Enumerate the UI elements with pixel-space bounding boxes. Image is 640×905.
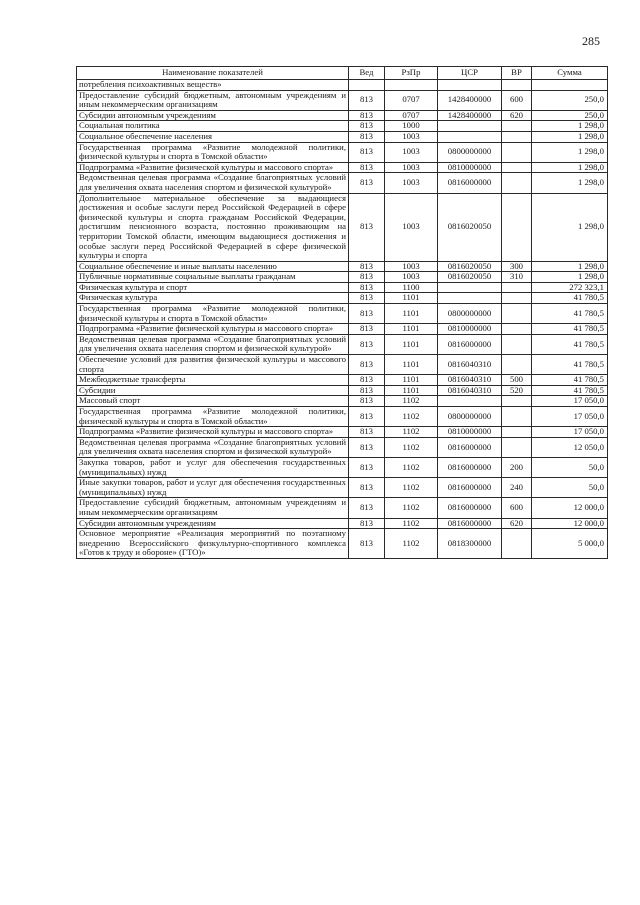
cell-name: Субсидии автономным учреждениям bbox=[77, 518, 349, 529]
cell-rzpr: 1102 bbox=[385, 529, 438, 559]
cell-name: Основное мероприятие «Реализация мероприятий по поэтапному внедрению Всероссийского физкультурно-спортивного комплекса «Готов к труду и обороне» (ГТО)» bbox=[77, 529, 349, 559]
cell-rzpr: 1003 bbox=[385, 142, 438, 162]
cell-csr: 0818300000 bbox=[438, 529, 502, 559]
cell-name: Ведомственная целевая программа «Создание благоприятных условий для увеличения охвата населения спортом и физической культурой» bbox=[77, 437, 349, 457]
cell-csr: 0816020050 bbox=[438, 261, 502, 272]
table-row bbox=[77, 385, 608, 396]
cell-ved: 813 bbox=[349, 162, 385, 173]
cell-name: Ведомственная целевая программа «Создание благоприятных условий для увеличения охвата населения спортом и физической культурой» bbox=[77, 334, 349, 354]
cell-csr: 0816020050 bbox=[438, 193, 502, 261]
cell-name: Предоставление субсидий бюджетным, автономным учреждениям и иным некоммерческим организациям bbox=[77, 90, 349, 110]
table-row bbox=[77, 529, 608, 559]
cell-rzpr: 1101 bbox=[385, 355, 438, 375]
table-header bbox=[77, 67, 608, 80]
cell-rzpr: 1003 bbox=[385, 193, 438, 261]
cell-vr bbox=[502, 396, 532, 407]
cell-ved: 813 bbox=[349, 293, 385, 304]
cell-ved: 813 bbox=[349, 324, 385, 335]
cell-rzpr: 0707 bbox=[385, 110, 438, 121]
table-row bbox=[77, 304, 608, 324]
table-row bbox=[77, 396, 608, 407]
cell-ved: 813 bbox=[349, 261, 385, 272]
cell-vr: 300 bbox=[502, 261, 532, 272]
cell-name: Социальное обеспечение населения bbox=[77, 131, 349, 142]
cell-csr bbox=[438, 131, 502, 142]
cell-name: Подпрограмма «Развитие физической культуры и массового спорта» bbox=[77, 427, 349, 438]
cell-csr: 1428400000 bbox=[438, 110, 502, 121]
cell-ved: 813 bbox=[349, 121, 385, 132]
table-row bbox=[77, 375, 608, 386]
cell-name: Подпрограмма «Развитие физической культуры и массового спорта» bbox=[77, 324, 349, 335]
cell-vr bbox=[502, 80, 532, 91]
cell-sum: 41 780,5 bbox=[532, 334, 608, 354]
cell-rzpr: 1101 bbox=[385, 385, 438, 396]
cell-vr bbox=[502, 437, 532, 457]
cell-vr bbox=[502, 162, 532, 173]
cell-vr bbox=[502, 282, 532, 293]
header-vr: ВР bbox=[502, 67, 532, 80]
table-row bbox=[77, 282, 608, 293]
cell-vr bbox=[502, 193, 532, 261]
cell-sum: 17 050,0 bbox=[532, 407, 608, 427]
cell-csr: 0816000000 bbox=[438, 518, 502, 529]
cell-ved: 813 bbox=[349, 385, 385, 396]
cell-ved: 813 bbox=[349, 457, 385, 477]
cell-rzpr: 0707 bbox=[385, 90, 438, 110]
cell-rzpr: 1101 bbox=[385, 375, 438, 386]
table-row bbox=[77, 90, 608, 110]
cell-csr: 0816000000 bbox=[438, 334, 502, 354]
cell-sum: 272 323,1 bbox=[532, 282, 608, 293]
cell-sum: 41 780,5 bbox=[532, 375, 608, 386]
cell-csr: 0800000000 bbox=[438, 304, 502, 324]
cell-sum: 1 298,0 bbox=[532, 142, 608, 162]
cell-csr: 0810000000 bbox=[438, 162, 502, 173]
cell-name: Публичные нормативные социальные выплаты гражданам bbox=[77, 272, 349, 283]
table-row bbox=[77, 272, 608, 283]
cell-rzpr: 1101 bbox=[385, 304, 438, 324]
cell-vr bbox=[502, 304, 532, 324]
table-row bbox=[77, 80, 608, 91]
cell-csr: 0810000000 bbox=[438, 324, 502, 335]
header-rzpr: РзПр bbox=[385, 67, 438, 80]
cell-rzpr: 1000 bbox=[385, 121, 438, 132]
cell-csr bbox=[438, 396, 502, 407]
header-row bbox=[77, 67, 608, 80]
cell-ved: 813 bbox=[349, 437, 385, 457]
cell-sum: 12 000,0 bbox=[532, 518, 608, 529]
cell-rzpr: 1101 bbox=[385, 334, 438, 354]
cell-rzpr: 1101 bbox=[385, 324, 438, 335]
cell-csr bbox=[438, 121, 502, 132]
cell-rzpr bbox=[385, 80, 438, 91]
cell-sum: 1 298,0 bbox=[532, 272, 608, 283]
cell-rzpr: 1102 bbox=[385, 498, 438, 518]
cell-ved: 813 bbox=[349, 193, 385, 261]
header-sum: Сумма bbox=[532, 67, 608, 80]
cell-sum: 1 298,0 bbox=[532, 121, 608, 132]
cell-rzpr: 1102 bbox=[385, 478, 438, 498]
cell-csr: 0816000000 bbox=[438, 437, 502, 457]
cell-sum: 41 780,5 bbox=[532, 385, 608, 396]
table-row bbox=[77, 293, 608, 304]
table-row bbox=[77, 173, 608, 193]
cell-sum: 41 780,5 bbox=[532, 324, 608, 335]
cell-rzpr: 1102 bbox=[385, 457, 438, 477]
cell-sum: 12 050,0 bbox=[532, 437, 608, 457]
cell-csr: 0816000000 bbox=[438, 478, 502, 498]
cell-name: Иные закупки товаров, работ и услуг для обеспечения государственных (муниципальных) нужд bbox=[77, 478, 349, 498]
cell-ved: 813 bbox=[349, 407, 385, 427]
header-csr: ЦСР bbox=[438, 67, 502, 80]
cell-name: Закупка товаров, работ и услуг для обеспечения государственных (муниципальных) нужд bbox=[77, 457, 349, 477]
cell-ved: 813 bbox=[349, 355, 385, 375]
table-row bbox=[77, 324, 608, 335]
cell-sum: 250,0 bbox=[532, 90, 608, 110]
cell-sum: 41 780,5 bbox=[532, 355, 608, 375]
cell-name: Дополнительное материальное обеспечение за выдающиеся достижения и особые заслуги перед Российской Федерацией в сфере физической культуры и спорта гражданам Российской Федерации, достигшим пенсионного возраста, постоянно проживающим на территории Томской области, имеющим выдающиеся достижения и особые заслуги перед Российской Федерацией в сфере физической культуры и спорта bbox=[77, 193, 349, 261]
cell-sum: 5 000,0 bbox=[532, 529, 608, 559]
cell-sum bbox=[532, 80, 608, 91]
cell-name: Социальная политика bbox=[77, 121, 349, 132]
cell-ved: 813 bbox=[349, 90, 385, 110]
cell-sum: 1 298,0 bbox=[532, 131, 608, 142]
cell-vr bbox=[502, 293, 532, 304]
table-body bbox=[77, 80, 608, 559]
cell-rzpr: 1102 bbox=[385, 407, 438, 427]
cell-vr: 310 bbox=[502, 272, 532, 283]
cell-name: Обеспечение условий для развития физической культуры и массового спорта bbox=[77, 355, 349, 375]
header-ved: Вед bbox=[349, 67, 385, 80]
cell-name: потребления психоактивных веществ» bbox=[77, 80, 349, 91]
cell-ved: 813 bbox=[349, 427, 385, 438]
cell-vr bbox=[502, 529, 532, 559]
cell-vr bbox=[502, 324, 532, 335]
cell-vr bbox=[502, 427, 532, 438]
cell-vr: 520 bbox=[502, 385, 532, 396]
cell-vr: 620 bbox=[502, 110, 532, 121]
cell-ved: 813 bbox=[349, 334, 385, 354]
cell-sum: 1 298,0 bbox=[532, 173, 608, 193]
cell-ved: 813 bbox=[349, 282, 385, 293]
cell-csr: 0816000000 bbox=[438, 173, 502, 193]
cell-sum: 50,0 bbox=[532, 457, 608, 477]
cell-name: Государственная программа «Развитие молодежной политики, физической культуры и спорта в Томской области» bbox=[77, 407, 349, 427]
cell-vr bbox=[502, 142, 532, 162]
cell-name: Межбюджетные трансферты bbox=[77, 375, 349, 386]
cell-ved: 813 bbox=[349, 110, 385, 121]
cell-ved: 813 bbox=[349, 272, 385, 283]
table-row bbox=[77, 131, 608, 142]
cell-sum: 17 050,0 bbox=[532, 396, 608, 407]
table-row bbox=[77, 193, 608, 261]
table-row bbox=[77, 518, 608, 529]
cell-sum: 17 050,0 bbox=[532, 427, 608, 438]
cell-rzpr: 1003 bbox=[385, 261, 438, 272]
cell-vr bbox=[502, 131, 532, 142]
cell-rzpr: 1003 bbox=[385, 131, 438, 142]
cell-ved: 813 bbox=[349, 529, 385, 559]
cell-name: Физическая культура и спорт bbox=[77, 282, 349, 293]
cell-vr bbox=[502, 407, 532, 427]
cell-csr bbox=[438, 282, 502, 293]
cell-vr bbox=[502, 334, 532, 354]
cell-csr: 0816040310 bbox=[438, 385, 502, 396]
cell-vr: 620 bbox=[502, 518, 532, 529]
cell-sum: 1 298,0 bbox=[532, 193, 608, 261]
table-row bbox=[77, 437, 608, 457]
cell-rzpr: 1102 bbox=[385, 518, 438, 529]
cell-vr bbox=[502, 173, 532, 193]
table-row bbox=[77, 427, 608, 438]
table-row bbox=[77, 110, 608, 121]
cell-rzpr: 1003 bbox=[385, 272, 438, 283]
table-row bbox=[77, 457, 608, 477]
cell-vr bbox=[502, 355, 532, 375]
cell-sum: 50,0 bbox=[532, 478, 608, 498]
cell-name: Предоставление субсидий бюджетным, автономным учреждениям и иным некоммерческим организациям bbox=[77, 498, 349, 518]
cell-name: Ведомственная целевая программа «Создание благоприятных условий для увеличения охвата населения спортом и физической культурой» bbox=[77, 173, 349, 193]
cell-sum: 250,0 bbox=[532, 110, 608, 121]
cell-rzpr: 1003 bbox=[385, 162, 438, 173]
cell-csr: 0816000000 bbox=[438, 457, 502, 477]
cell-sum: 41 780,5 bbox=[532, 304, 608, 324]
cell-csr: 0816040310 bbox=[438, 355, 502, 375]
cell-name: Социальное обеспечение и иные выплаты населению bbox=[77, 261, 349, 272]
table-row bbox=[77, 355, 608, 375]
budget-table bbox=[76, 66, 608, 559]
cell-rzpr: 1003 bbox=[385, 173, 438, 193]
table-row bbox=[77, 334, 608, 354]
cell-ved: 813 bbox=[349, 518, 385, 529]
cell-ved: 813 bbox=[349, 173, 385, 193]
page-number: 285 bbox=[582, 34, 600, 48]
cell-name: Субсидии автономным учреждениям bbox=[77, 110, 349, 121]
table-row bbox=[77, 498, 608, 518]
cell-name: Подпрограмма «Развитие физической культуры и массового спорта» bbox=[77, 162, 349, 173]
cell-csr: 0816000000 bbox=[438, 498, 502, 518]
table-row bbox=[77, 478, 608, 498]
cell-vr: 240 bbox=[502, 478, 532, 498]
cell-rzpr: 1102 bbox=[385, 437, 438, 457]
table-row bbox=[77, 121, 608, 132]
cell-csr bbox=[438, 293, 502, 304]
cell-csr bbox=[438, 80, 502, 91]
cell-rzpr: 1102 bbox=[385, 427, 438, 438]
cell-ved: 813 bbox=[349, 498, 385, 518]
cell-vr: 600 bbox=[502, 498, 532, 518]
cell-sum: 41 780,5 bbox=[532, 293, 608, 304]
cell-csr: 1428400000 bbox=[438, 90, 502, 110]
cell-name: Массовый спорт bbox=[77, 396, 349, 407]
cell-ved: 813 bbox=[349, 142, 385, 162]
table-row bbox=[77, 162, 608, 173]
cell-csr: 0800000000 bbox=[438, 142, 502, 162]
cell-ved: 813 bbox=[349, 304, 385, 324]
cell-name: Субсидии bbox=[77, 385, 349, 396]
cell-csr: 0810000000 bbox=[438, 427, 502, 438]
cell-rzpr: 1102 bbox=[385, 396, 438, 407]
table-row bbox=[77, 261, 608, 272]
cell-vr: 200 bbox=[502, 457, 532, 477]
cell-rzpr: 1101 bbox=[385, 293, 438, 304]
cell-csr: 0800000000 bbox=[438, 407, 502, 427]
cell-ved: 813 bbox=[349, 396, 385, 407]
cell-ved bbox=[349, 80, 385, 91]
cell-vr: 600 bbox=[502, 90, 532, 110]
table-row bbox=[77, 142, 608, 162]
cell-sum: 1 298,0 bbox=[532, 261, 608, 272]
cell-name: Физическая культура bbox=[77, 293, 349, 304]
cell-sum: 12 000,0 bbox=[532, 498, 608, 518]
cell-csr: 0816020050 bbox=[438, 272, 502, 283]
cell-name: Государственная программа «Развитие молодежной политики, физической культуры и спорта в Томской области» bbox=[77, 142, 349, 162]
cell-vr: 500 bbox=[502, 375, 532, 386]
cell-csr: 0816040310 bbox=[438, 375, 502, 386]
cell-ved: 813 bbox=[349, 478, 385, 498]
cell-ved: 813 bbox=[349, 375, 385, 386]
table-row bbox=[77, 407, 608, 427]
cell-rzpr: 1100 bbox=[385, 282, 438, 293]
cell-sum: 1 298,0 bbox=[532, 162, 608, 173]
cell-vr bbox=[502, 121, 532, 132]
cell-name: Государственная программа «Развитие молодежной политики, физической культуры и спорта в Томской области» bbox=[77, 304, 349, 324]
header-name: Наименование показателей bbox=[77, 67, 349, 80]
cell-ved: 813 bbox=[349, 131, 385, 142]
